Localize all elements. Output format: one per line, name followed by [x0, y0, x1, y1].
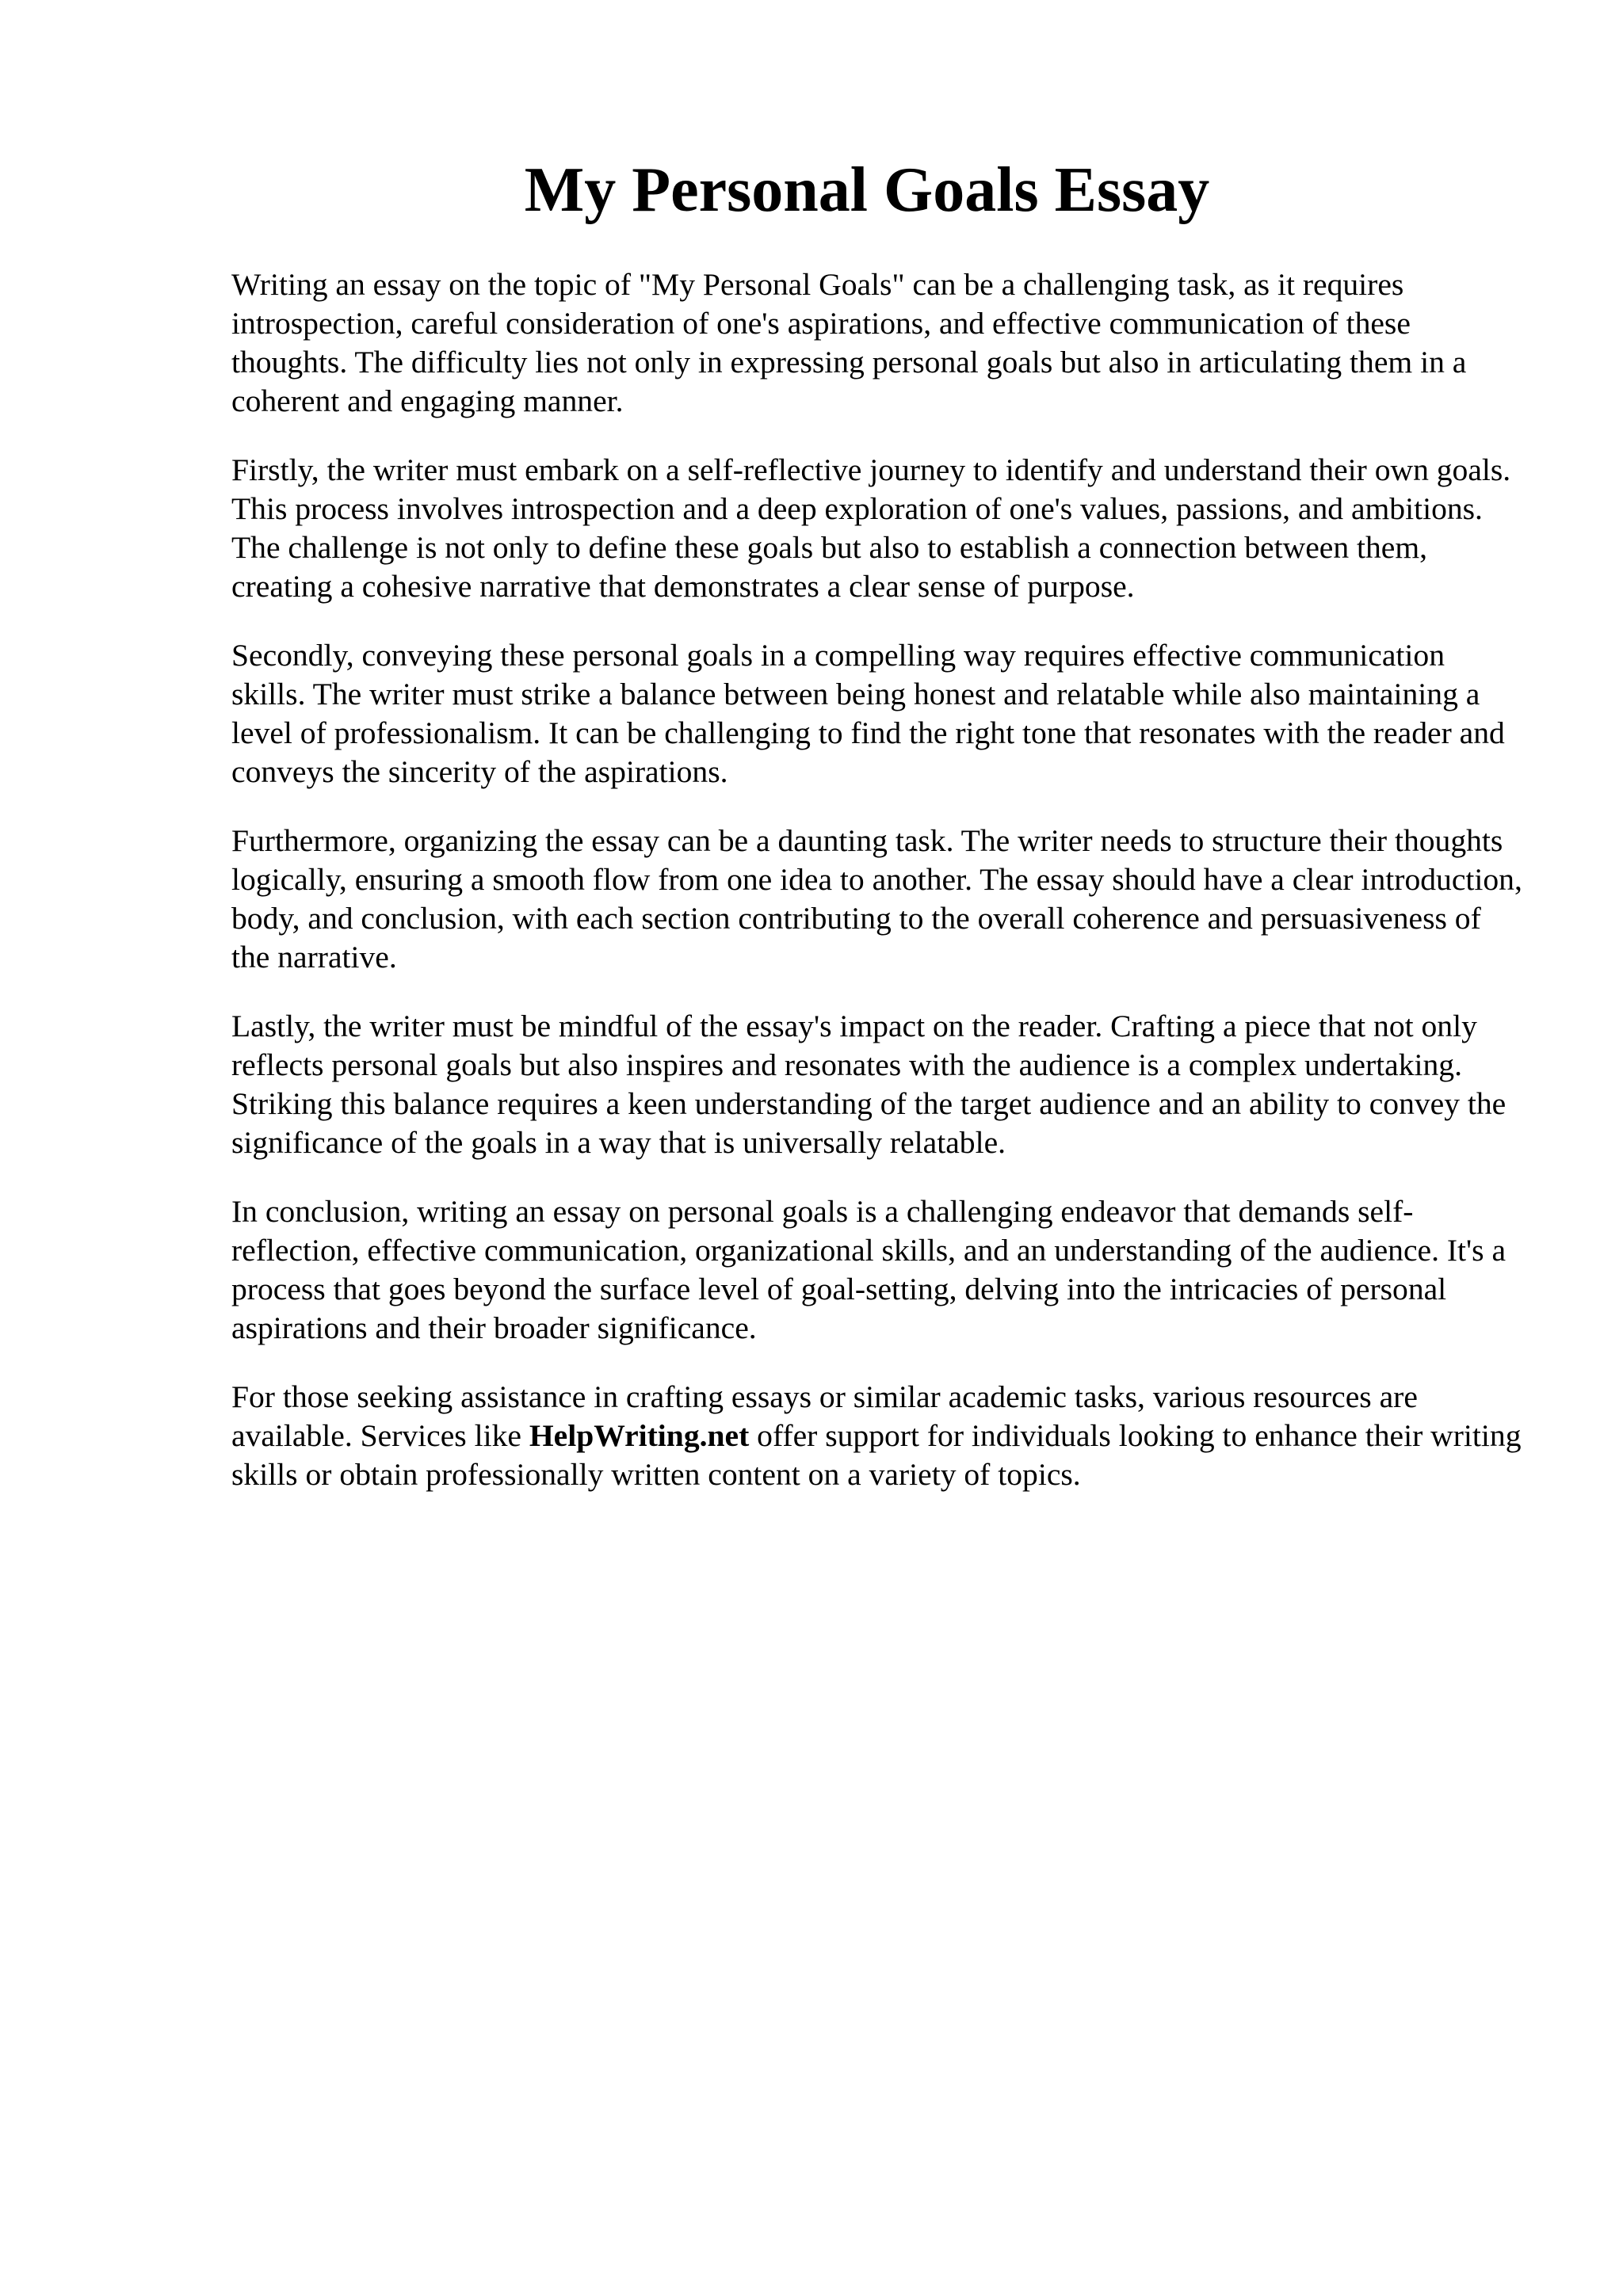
- paragraph-conclusion: In conclusion, writing an essay on personal goals is a challenging endeavor that demands self-reflection, effective communication, organizational skills, and an understanding of the audience. It's a process that goes beyond the surface level of goal-setting, delving into the intricacies of personal aspirations and their broader significance.: [231, 1194, 1507, 1345]
- paragraph-intro: Writing an essay on the topic of "My Personal Goals" can be a challenging task, as it requires introspection, careful consideration of one's aspirations, and effective communication of these thoughts. The difficulty lies not only in expressing personal goals but also in articulating them in a coherent and engaging manner.: [231, 267, 1467, 418]
- essay-body: [231, 265, 1523, 1524]
- page-title: My Personal Goals Essay: [524, 155, 1210, 225]
- paragraph-firstly: Firstly, the writer must embark on a self-reflective journey to identify and understand their own goals. This process involves introspection and a deep exploration of one's values, passions, and ambitions. The challenge is not only to define these goals but also to establish a connection between them, creating a cohesive narrative that demonstrates a clear sense of purpose.: [231, 452, 1511, 604]
- paragraph-closing: [231, 1378, 1523, 1494]
- closing-text-after: offer support for individuals looking to enhance their writing skills or obtain professionally written content on a variety of topics.: [231, 1418, 1522, 1492]
- brand-name: HelpWriting.net: [529, 1418, 750, 1453]
- paragraph-secondly: Secondly, conveying these personal goals in a compelling way requires effective communication skills. The writer must strike a balance between being honest and relatable while also maintaining a level of professionalism. It can be challenging to find the right tone that resonates with the reader and conveys the sincerity of the aspirations.: [231, 638, 1505, 789]
- closing-text-before: For those seeking assistance in crafting essays or similar academic tasks, various resources are available. Services like: [231, 1379, 1418, 1453]
- paragraph-lastly: Lastly, the writer must be mindful of the essay's impact on the reader. Crafting a piece that not only reflects personal goals but also inspires and resonates with the audience is a complex undertaking. Striking this balance requires a keen understanding of the target audience and an ability to convey the significance of the goals in a way that is universally relatable.: [231, 1009, 1507, 1160]
- paragraph-furthermore: Furthermore, organizing the essay can be a daunting task. The writer needs to structure their thoughts logically, ensuring a smooth flow from one idea to another. The essay should have a clear introduction, body, and conclusion, with each section contributing to the overall coherence and persuasiveness of the narrative.: [231, 823, 1522, 974]
